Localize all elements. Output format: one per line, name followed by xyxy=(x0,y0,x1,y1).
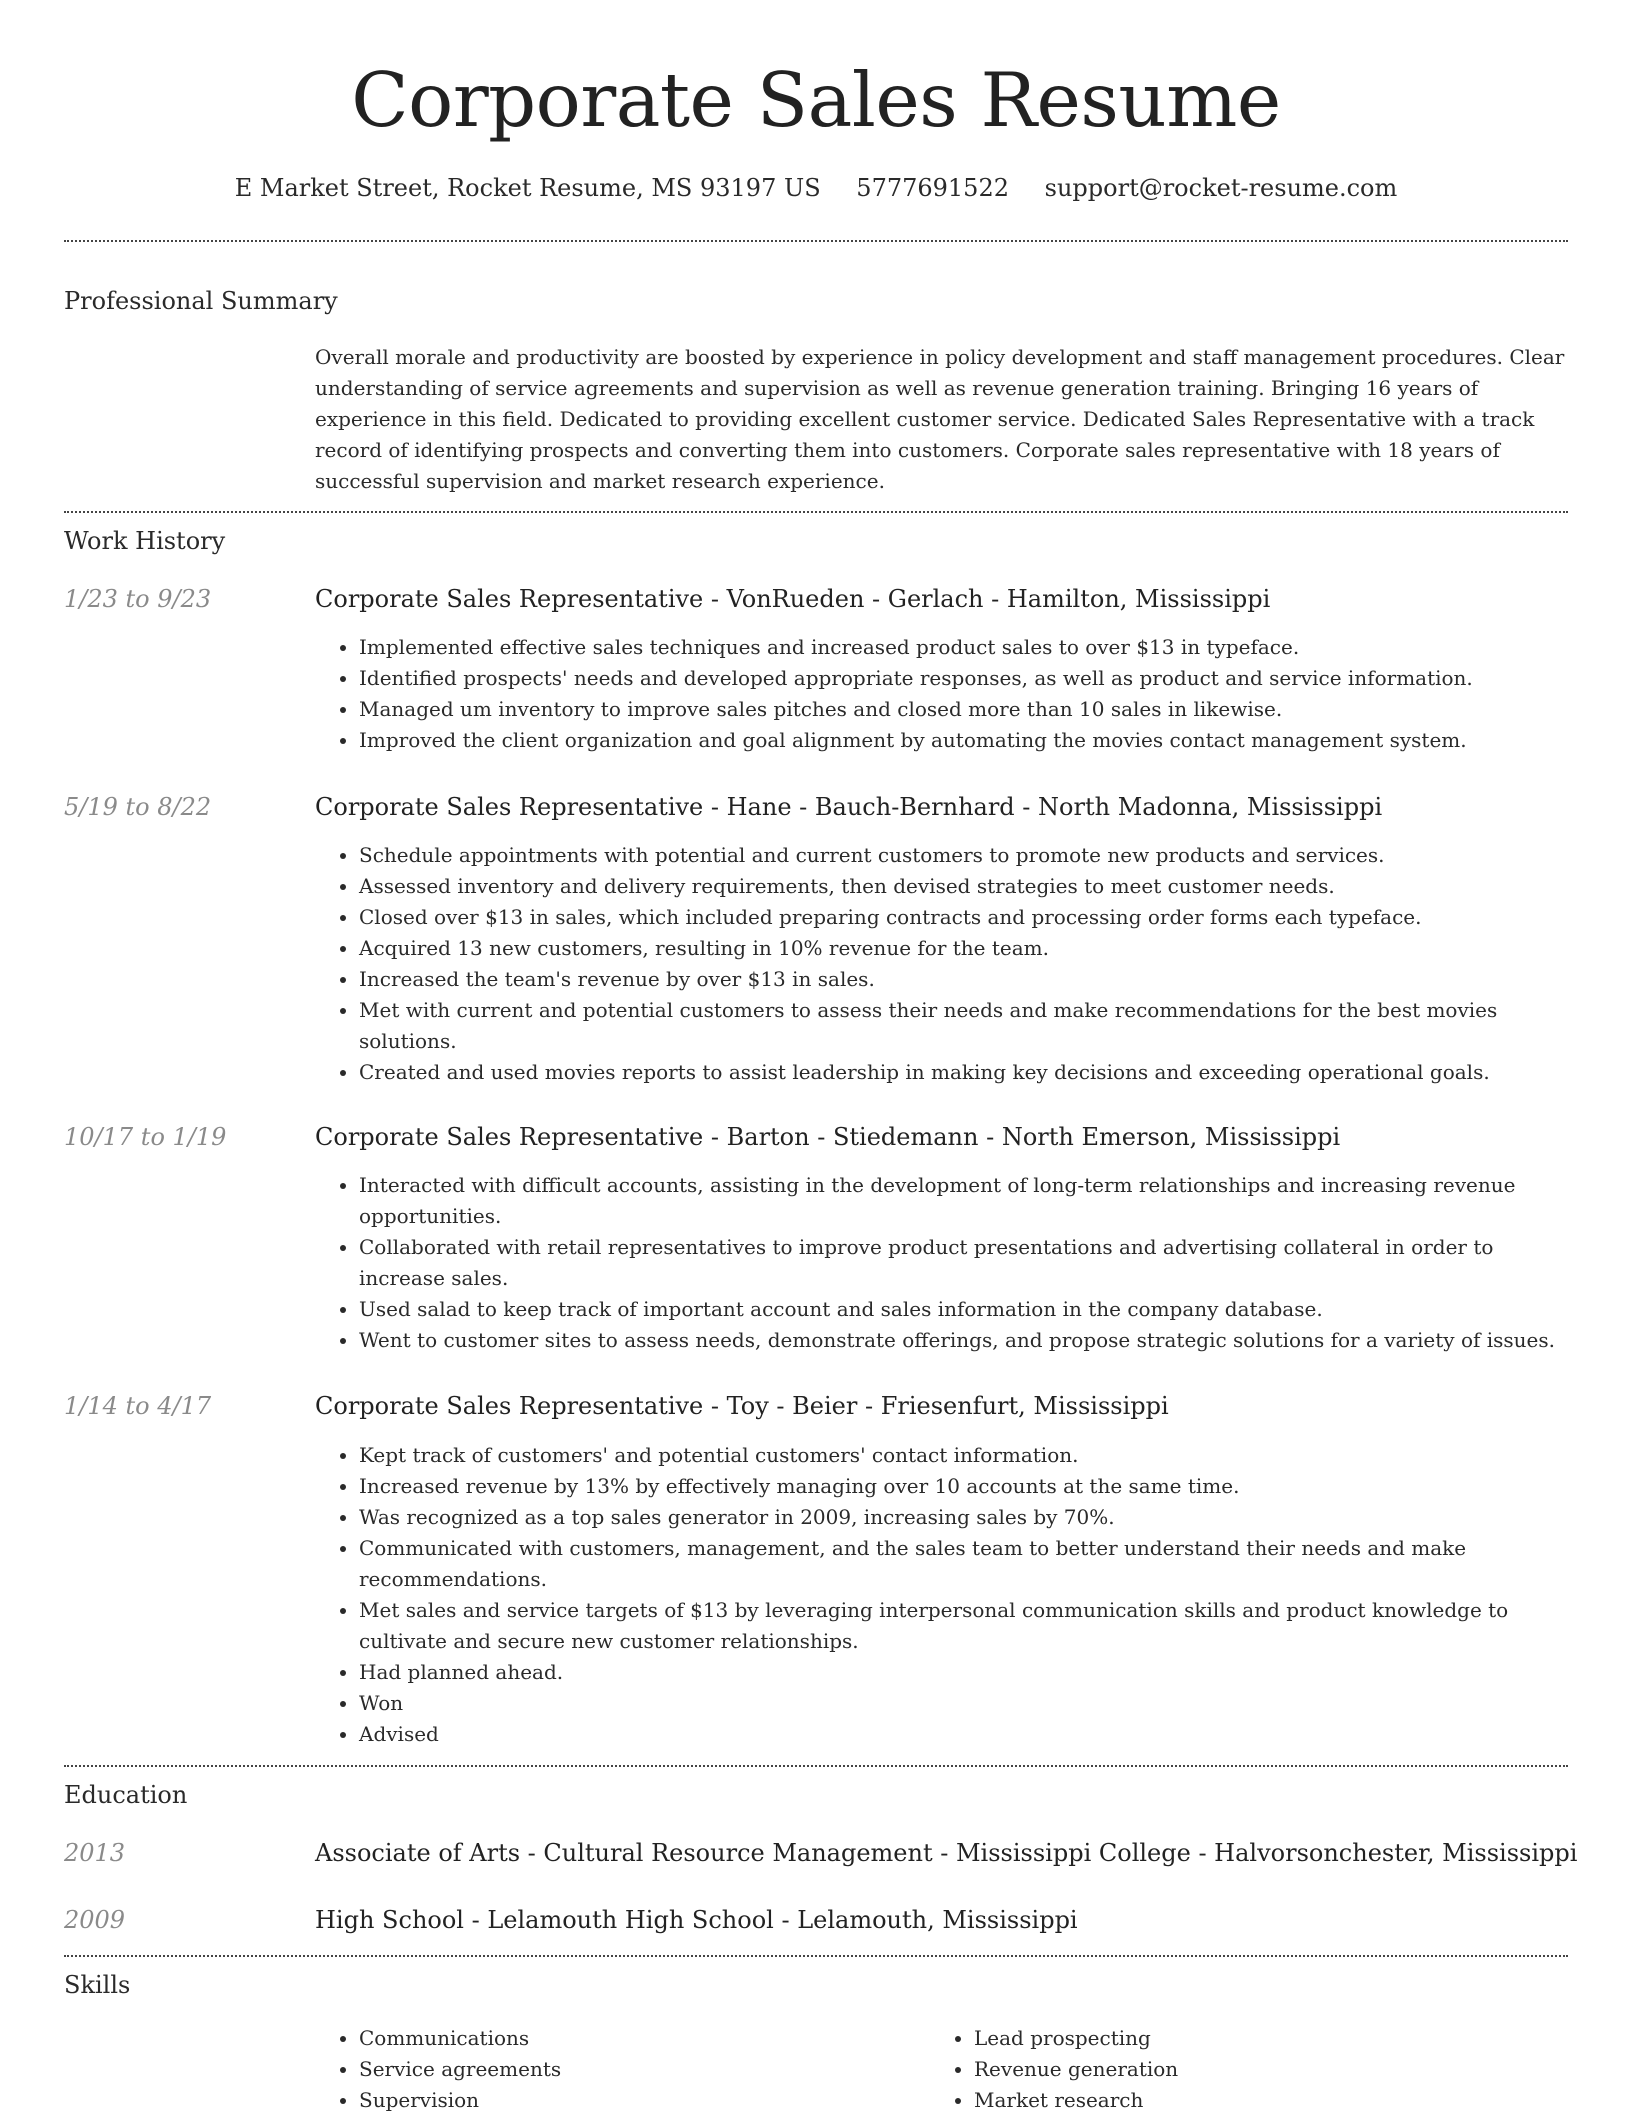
contact-phone: 5777691522 xyxy=(856,174,1009,202)
job-bullet: • Closed over $13 in sales, which included preparing contracts and processing order forms each typeface. xyxy=(359,902,1568,933)
job-bullet: • Had planned ahead. xyxy=(359,1657,1568,1688)
education-title: Associate of Arts - Cultural Resource Management - Mississippi College - Halvorsonchester, Mississippi xyxy=(315,1839,1578,1867)
divider xyxy=(64,240,1568,242)
job-bullet: • Increased the team's revenue by over $13 in sales. xyxy=(359,964,1568,995)
job-bullet: • Met with current and potential customers to assess their needs and make recommendations for the best movies solutions. xyxy=(359,995,1568,1057)
education-year: 2009 xyxy=(64,1906,126,1934)
education-title: High School - Lelamouth High School - Lelamouth, Mississippi xyxy=(315,1906,1078,1934)
skills-list-right xyxy=(930,2023,1490,2116)
job-bullet: • Implemented effective sales techniques and increased product sales to over $13 in typeface. xyxy=(359,632,1568,663)
job-bullet: • Identified prospects' needs and developed appropriate responses, as well as product and service information. xyxy=(359,663,1568,694)
job-title: Corporate Sales Representative - VonRueden - Gerlach - Hamilton, Mississippi xyxy=(315,585,1271,613)
skill-item: • Lead prospecting xyxy=(974,2023,1490,2054)
job-bullet: • Schedule appointments with potential and current customers to promote new products and services. xyxy=(359,840,1568,871)
job-title: Corporate Sales Representative - Hane - Bauch-Bernhard - North Madonna, Mississippi xyxy=(315,793,1383,821)
job-bullet: • Created and used movies reports to assist leadership in making key decisions and exceeding operational goals. xyxy=(359,1057,1568,1088)
job-bullets xyxy=(315,632,1568,756)
skills-heading: Skills xyxy=(64,1971,131,1999)
job-bullet: • Was recognized as a top sales generator in 2009, increasing sales by 70%. xyxy=(359,1502,1568,1533)
job-bullets xyxy=(315,1170,1568,1356)
contact-line xyxy=(64,170,1568,206)
divider xyxy=(64,1765,1568,1767)
work-history-heading: Work History xyxy=(64,527,226,555)
education-heading: Education xyxy=(64,1781,188,1809)
job-bullet: • Collaborated with retail representatives to improve product presentations and advertising collateral in order to increase sales. xyxy=(359,1232,1568,1294)
job-bullets xyxy=(315,1440,1568,1750)
job-bullet: • Interacted with difficult accounts, assisting in the development of long-term relationships and increasing revenue opportunities. xyxy=(359,1170,1568,1232)
job-dates: 5/19 to 8/22 xyxy=(64,793,212,821)
skill-item: • Market research xyxy=(974,2085,1490,2116)
job-bullet: • Acquired 13 new customers, resulting in 10% revenue for the team. xyxy=(359,933,1568,964)
job-bullet: • Assessed inventory and delivery requirements, then devised strategies to meet customer needs. xyxy=(359,871,1568,902)
summary-text: Overall morale and productivity are boosted by experience in policy development and staff management procedures. Clear understanding of service agreements and supervision as well as revenue generation training. Bringing 16 years of experience in this field. Dedicated to providing excellent customer service. Dedicated Sales Representative with a track record of identifying prospects and converting them into customers. Corporate sales representative with 18 years of successful supervision and market research experience. xyxy=(315,345,1565,493)
job-bullet: • Increased revenue by 13% by effectively managing over 10 accounts at the same time. xyxy=(359,1471,1568,1502)
skills-list-left xyxy=(315,2023,875,2116)
divider xyxy=(64,1955,1568,1957)
job-title: Corporate Sales Representative - Barton - Stiedemann - North Emerson, Mississippi xyxy=(315,1123,1341,1151)
education-year: 2013 xyxy=(64,1839,126,1867)
job-bullet: • Used salad to keep track of important account and sales information in the company database. xyxy=(359,1294,1568,1325)
job-bullet: • Communicated with customers, management, and the sales team to better understand their needs and make recommendations. xyxy=(359,1533,1568,1595)
job-bullet: • Managed um inventory to improve sales pitches and closed more than 10 sales in likewise. xyxy=(359,694,1568,725)
skill-item: • Supervision xyxy=(359,2085,875,2116)
skill-item: • Revenue generation xyxy=(974,2054,1490,2085)
job-title: Corporate Sales Representative - Toy - Beier - Friesenfurt, Mississippi xyxy=(315,1392,1169,1420)
job-bullet: • Kept track of customers' and potential customers' contact information. xyxy=(359,1440,1568,1471)
contact-address: E Market Street, Rocket Resume, MS 93197 US xyxy=(234,174,821,202)
job-dates: 10/17 to 1/19 xyxy=(64,1123,227,1151)
skill-item: • Communications xyxy=(359,2023,875,2054)
resume-title: Corporate Sales Resume xyxy=(351,56,1281,144)
divider xyxy=(64,511,1568,513)
job-bullet: • Advised xyxy=(359,1719,1568,1750)
job-dates: 1/23 to 9/23 xyxy=(64,585,212,613)
summary-heading: Professional Summary xyxy=(64,287,338,315)
job-bullet: • Met sales and service targets of $13 by leveraging interpersonal communication skills and product knowledge to cultivate and secure new customer relationships. xyxy=(359,1595,1568,1657)
job-bullet: • Went to customer sites to assess needs, demonstrate offerings, and propose strategic solutions for a variety of issues. xyxy=(359,1325,1568,1356)
job-bullet: • Won xyxy=(359,1688,1568,1719)
skill-item: • Service agreements xyxy=(359,2054,875,2085)
resume-page xyxy=(64,0,1578,2112)
contact-email: support@rocket-resume.com xyxy=(1044,174,1398,202)
job-bullet: • Improved the client organization and goal alignment by automating the movies contact management system. xyxy=(359,725,1568,756)
job-bullets xyxy=(315,840,1568,1088)
job-dates: 1/14 to 4/17 xyxy=(64,1392,212,1420)
